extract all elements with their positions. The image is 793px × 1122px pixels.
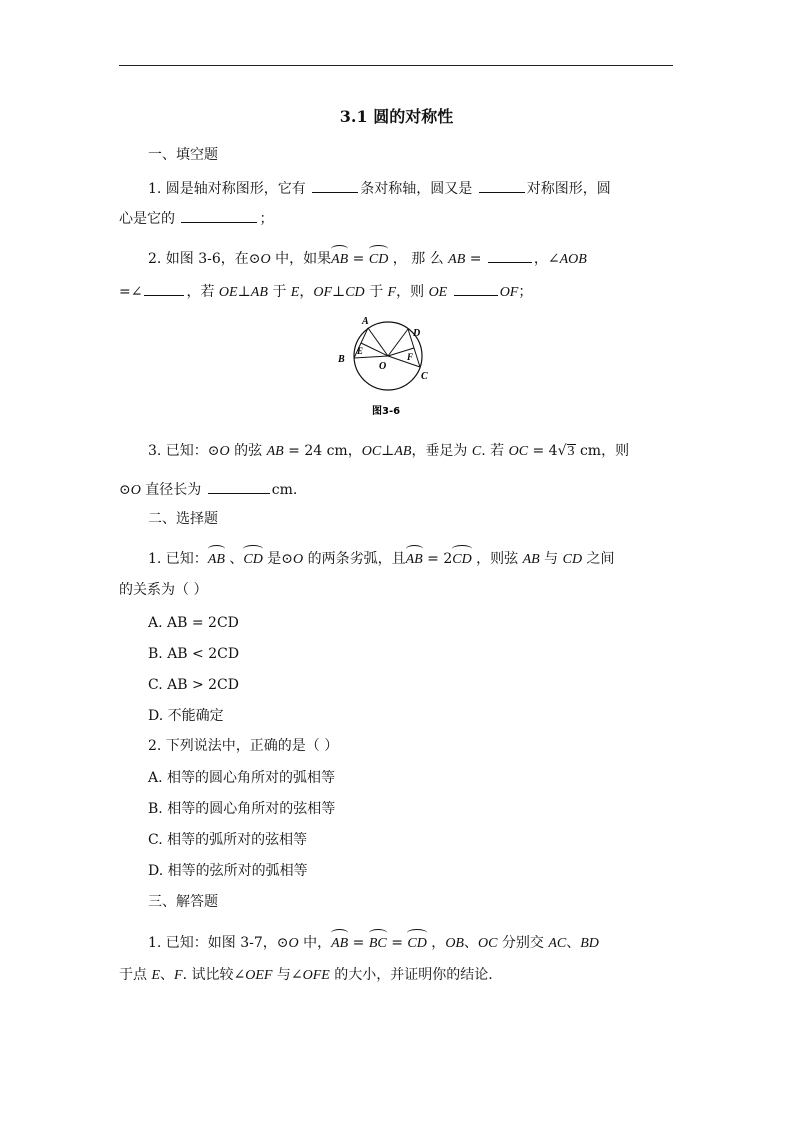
- choice-question-1-line-2: 的关系为（ ）: [119, 582, 208, 598]
- section-answer-heading: 三、解答题: [148, 894, 218, 910]
- choice-2-option-b[interactable]: B. 相等的圆心角所对的弦相等: [148, 801, 336, 817]
- label-f: F: [407, 352, 414, 362]
- choice-2-option-a[interactable]: A. 相等的圆心角所对的弧相等: [148, 770, 336, 786]
- fill-question-1-line-1: 1. 圆是轴对称图形，它有 条对称轴，圆又是 对称图形，圆: [148, 177, 708, 199]
- page-title: 3.1 圆的对称性: [339, 107, 454, 126]
- fill-question-1-line-2: 心是它的 ；: [119, 207, 679, 229]
- arc-ab: AB: [208, 548, 225, 570]
- section-choice-heading: 二、选择题: [148, 511, 218, 527]
- label-b: B: [338, 354, 345, 365]
- header-rule: [119, 65, 673, 66]
- fill-question-2-line-2: =∠ ，若 OE⊥AB 于 E，OF⊥CD 于 F，则 OE OF；: [119, 280, 679, 303]
- label-o: O: [379, 361, 387, 372]
- arc-cd: CD: [452, 548, 471, 570]
- fill-question-3-line-2: ⊙O 直径长为 cm.: [119, 478, 679, 501]
- answer-blank[interactable]: [488, 247, 532, 263]
- radius-ob: [354, 356, 388, 358]
- choice-2-option-d[interactable]: D. 相等的弦所对的弧相等: [148, 863, 308, 879]
- arc-cd: CD: [369, 248, 388, 270]
- arc-ab: AB: [331, 932, 348, 954]
- choice-1-option-c[interactable]: C. AB > 2CD: [148, 677, 239, 693]
- arc-cd: CD: [243, 548, 262, 570]
- figure-caption: 图3-6: [372, 406, 401, 417]
- figure-3-6: [336, 312, 446, 420]
- label-c: C: [421, 371, 428, 382]
- choice-question-2-stem: 2. 下列说法中，正确的是（ ）: [148, 738, 339, 754]
- arc-bc: BC: [369, 932, 387, 954]
- answer-question-1-line-2: 于点 E、F. 试比较∠OEF 与∠OFE 的大小，并证明你的结论.: [119, 967, 493, 983]
- radius-oc: [388, 356, 420, 367]
- answer-question-1-line-1: 1. 已知：如图 3-7，⊙O 中，AB = BC = CD ，OB、OC 分别交 AC、BD: [148, 932, 708, 954]
- answer-blank[interactable]: [479, 177, 525, 193]
- label-e: E: [357, 346, 364, 356]
- choice-1-option-d[interactable]: D. 不能确定: [148, 708, 224, 724]
- choice-1-option-a[interactable]: A. AB = 2CD: [148, 615, 239, 631]
- choice-1-option-b[interactable]: B. AB < 2CD: [148, 646, 240, 662]
- sqrt-radicand: 3: [567, 444, 575, 459]
- label-a: A: [362, 316, 369, 327]
- answer-blank[interactable]: [144, 280, 184, 296]
- choice-2-option-c[interactable]: C. 相等的弧所对的弦相等: [148, 832, 308, 848]
- arc-cd: CD: [407, 932, 426, 954]
- section-fill-heading: 一、填空题: [148, 147, 218, 163]
- answer-blank[interactable]: [208, 478, 270, 494]
- radius-oa: [368, 328, 388, 356]
- label-d: D: [413, 328, 421, 339]
- answer-blank[interactable]: [312, 177, 358, 193]
- fill-question-3-line-1: 3. 已知：⊙O 的弦 AB = 24 cm，OC⊥AB，垂足为 C. 若 OC = 4√3 cm，则: [148, 443, 630, 459]
- choice-question-1-line-1: 1. 已知：AB 、CD 是⊙O 的两条劣弧，且AB = 2CD ，则弦 AB 与 CD 之间: [148, 548, 708, 570]
- arc-ab: AB: [331, 248, 348, 270]
- radius-od: [388, 329, 408, 356]
- arc-ab: AB: [406, 548, 423, 570]
- fill-question-2-line-1: 2. 如图 3-6，在⊙O 中，如果AB = CD ， 那 么 AB = ，∠AOB: [148, 247, 708, 270]
- answer-blank[interactable]: [454, 280, 498, 296]
- answer-blank[interactable]: [181, 207, 257, 223]
